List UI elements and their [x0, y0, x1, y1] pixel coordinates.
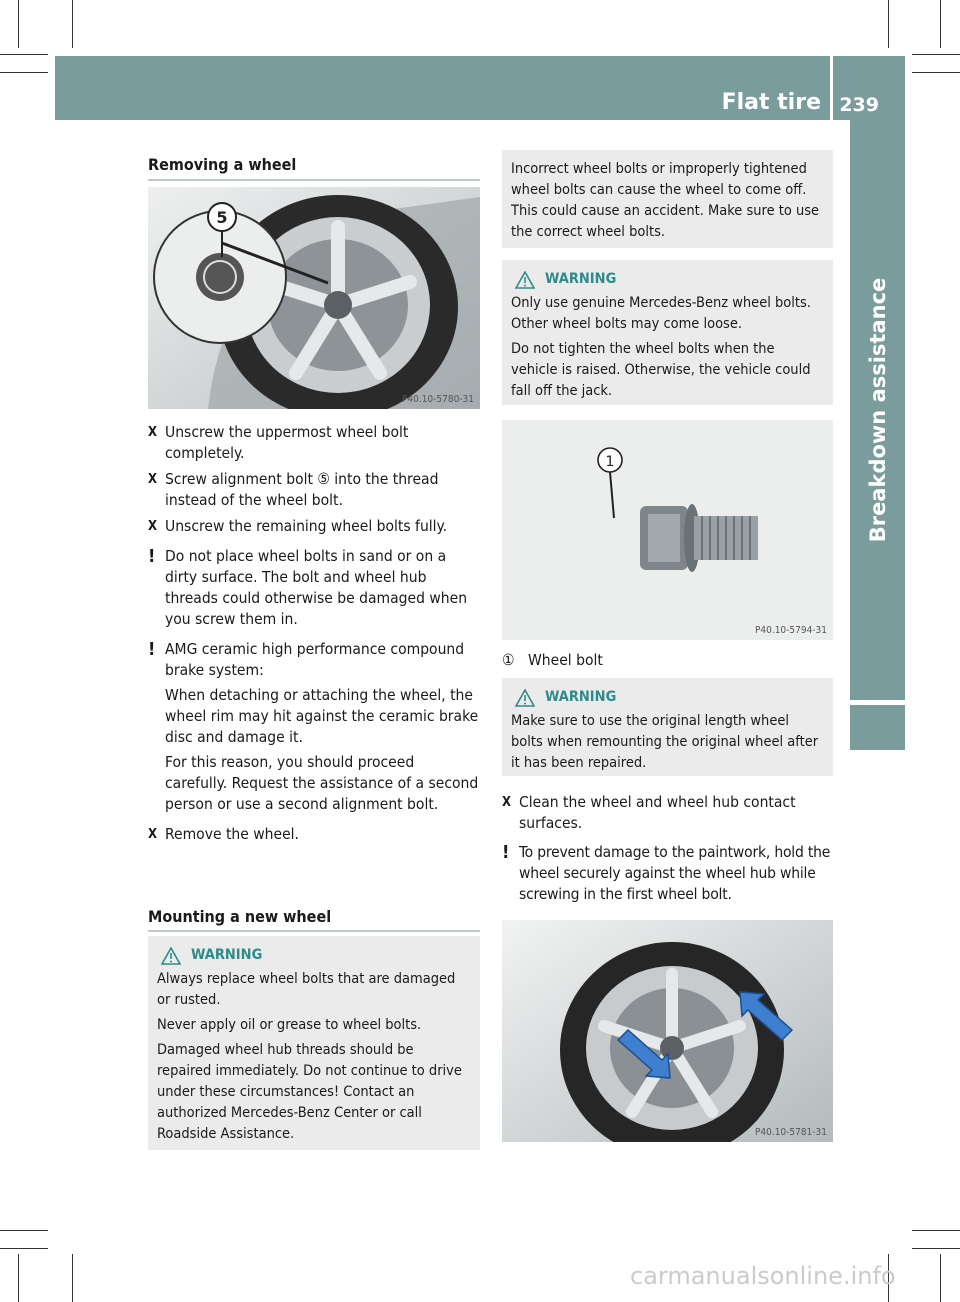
step-item: X Screw alignment bolt ⑤ into the thread instead of the wheel bolt. — [148, 470, 439, 509]
photo-ref: P40.10-5780-31 — [401, 394, 474, 405]
removing-heading: Removing a wheel — [148, 155, 297, 174]
mounting-steps — [502, 792, 833, 905]
callout-1: 1 — [605, 454, 615, 470]
wheel-removal-photo — [148, 187, 480, 409]
warning-icon — [515, 271, 535, 289]
warning-icon — [161, 947, 181, 965]
warning-header: WARNING — [161, 945, 471, 966]
step-item: X Unscrew the uppermost wheel bolt completely. — [148, 423, 409, 462]
note-item: ! AMG ceramic high performance compound brake system: When detaching or attaching the wheel, the wheel rim may hit against the ceramic brake disc and damage it. For this reason, you should proceed carefully. Request the assistance of a second person or use a second alignment bolt. — [148, 639, 479, 813]
chapter-side-tab — [850, 120, 905, 700]
wheel-illustration — [148, 187, 480, 409]
heading-rule — [148, 179, 480, 181]
note-item: ! Do not place wheel bolts in sand or on a dirty surface. The bolt and wheel hub threads could otherwise be damaged when you screw them in. — [148, 546, 468, 628]
warning-header: WARNING — [515, 269, 824, 290]
header-divider — [830, 56, 833, 120]
heading-rule — [148, 930, 480, 932]
section-title: Flat tire — [721, 90, 821, 115]
wheel-mount-illustration — [502, 920, 833, 1142]
mounting-heading: Mounting a new wheel — [148, 907, 332, 926]
warning-box: WARNING Only use genuine Mercedes-Benz wheel bolts. Other wheel bolts may come loose. Do not tighten the wheel bolts when the vehicle is raised. Otherwise, the vehicle could fall off the jack. — [502, 260, 833, 405]
step-item: X Clean the wheel and wheel hub contact surfaces. — [502, 793, 796, 832]
wheel-mounting-photo — [502, 920, 833, 1142]
photo-ref: P40.10-5781-31 — [754, 1127, 827, 1138]
bolt-legend — [502, 650, 833, 671]
bolt-illustration — [502, 420, 833, 640]
step-item: X Unscrew the remaining wheel bolts fully. — [148, 517, 448, 535]
watermark: carmanualsonline.info — [630, 1262, 896, 1290]
step-item: X Remove the wheel. — [148, 825, 299, 843]
page-header — [55, 56, 905, 120]
photo-ref: P40.10-5794-31 — [754, 625, 827, 636]
wheel-bolt-photo — [502, 420, 833, 640]
legend-text: Wheel bolt — [528, 651, 603, 669]
warning-box: WARNING Always replace wheel bolts that are damaged or rusted. Never apply oil or grease to wheel bolts. Damaged wheel hub threads should be repaired immediately. Do not continue to drive under these circumstances! Contact an authorized Mercedes-Benz Center or call Roadside Assistance. — [148, 936, 480, 1150]
warning-icon — [515, 689, 535, 707]
callout-5: 5 — [216, 208, 228, 227]
chapter-marker — [850, 705, 905, 750]
chapter-label: Breakdown assistance — [865, 277, 890, 543]
caution-box: Incorrect wheel bolts or improperly tightened wheel bolts can cause the wheel to come off. This could cause an accident. Make sure to use the correct wheel bolts. — [502, 150, 833, 248]
removing-steps — [148, 422, 480, 845]
page-number: 239 — [839, 94, 879, 116]
warning-header: WARNING — [515, 687, 824, 708]
legend-marker: ① — [502, 651, 515, 669]
note-item: ! To prevent damage to the paintwork, hold the wheel securely against the wheel hub while screwing in the first wheel bolt. — [502, 842, 831, 903]
legend-item — [502, 650, 833, 671]
warning-box: WARNING Make sure to use the original length wheel bolts when remounting the original wheel after it has been repaired. — [502, 678, 833, 776]
